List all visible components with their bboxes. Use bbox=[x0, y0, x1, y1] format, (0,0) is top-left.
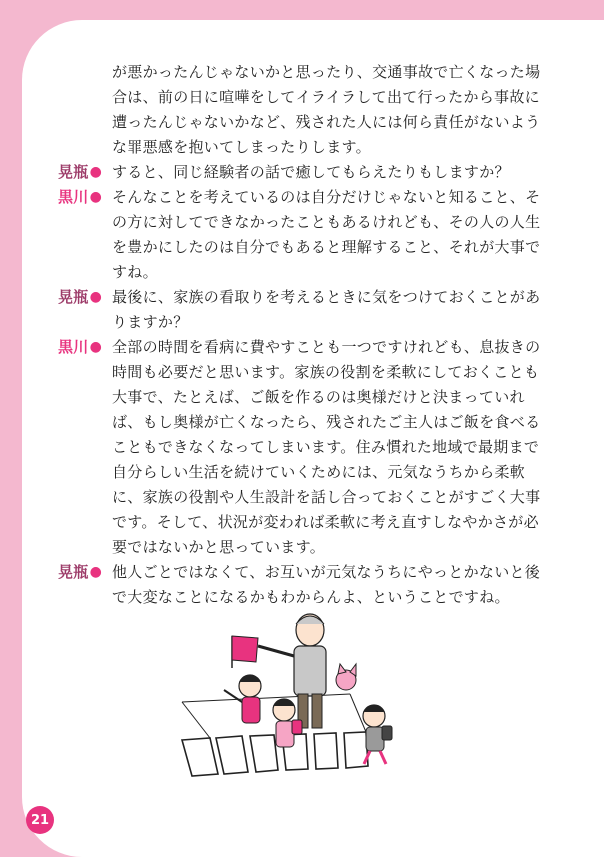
bullet-icon: ● bbox=[89, 339, 103, 355]
speaker-label: 晃瓶 ● bbox=[58, 160, 112, 185]
child-right-figure bbox=[363, 705, 392, 764]
bullet-icon: ● bbox=[89, 189, 103, 205]
cat-figure bbox=[336, 664, 356, 690]
bullet-icon: ● bbox=[89, 164, 103, 180]
paragraph-text: 全部の時間を看病に費やすことも一つですけれども、息抜きの時間も必要だと思います。家族の役割を柔軟にしておくことも大事で、たとえば、ご飯を作るのは奥様だけと決まっていれば、もし奥様が亡くなったら、残されたご主人はご飯を食べることもできなくなってしまいます。住み慣れた地域で最期まで自分らしい生活を続けていくためには、元気なうちから柔軟に、家族の役割や人生設計を話し合っておくことがすごく大事です。そして、状況が変われば柔軟に考え直すしなやかさが必要ではないかと思っています。 bbox=[112, 338, 541, 556]
paragraph-text: が悪かったんじゃないかと思ったり、交通事故で亡くなった場合は、前の日に喧嘩をしてイライラして出て行ったから事故に遭ったんじゃないかなど、残された人には何ら責任がないような罪悪感を抱いてしまったりします。 bbox=[112, 63, 541, 156]
speaker-label: 晃瓶 ● bbox=[58, 285, 112, 335]
paragraph-text: そんなことを考えているのは自分だけじゃないと知ること、その方に対してできなかったこともあるけれども、その人の人生を豊かにしたのは自分でもあると理解すること、それが大事ですね。 bbox=[112, 188, 541, 281]
page-number-badge: 21 bbox=[26, 806, 54, 834]
paragraph-continuation bbox=[58, 60, 548, 160]
crosswalk-stripes bbox=[182, 732, 368, 776]
paragraph-text: 最後に、家族の看取りを考えるときに気をつけておくことがありますか？ bbox=[112, 288, 541, 331]
speaker-label: 晃瓶 ● bbox=[58, 560, 112, 610]
paragraph-text: すると、同じ経験者の話で癒してもらえたりもしますか？ bbox=[112, 163, 510, 181]
interview-text bbox=[58, 60, 548, 610]
flag-icon bbox=[232, 636, 258, 668]
paragraph-text: 他人ごとではなくて、お互いが元気なうちにやっとかないと後で大変なことになるかもわからんよ、ということですね。 bbox=[112, 563, 541, 606]
paragraph-kurokawa-1 bbox=[58, 185, 548, 285]
child-left-figure bbox=[224, 675, 261, 723]
paragraph-kurokawa-2 bbox=[58, 335, 548, 560]
crosswalk-edge bbox=[182, 694, 350, 702]
crosswalk-edge bbox=[182, 702, 210, 738]
crosswalk-illustration bbox=[180, 598, 400, 778]
paragraph-akiyama-1 bbox=[58, 160, 548, 185]
speaker-label: 黒川 ● bbox=[58, 335, 112, 560]
bullet-icon: ● bbox=[89, 289, 103, 305]
speaker-label: 黒川 ● bbox=[58, 185, 112, 285]
bullet-icon: ● bbox=[89, 564, 103, 580]
paragraph-akiyama-2 bbox=[58, 285, 548, 335]
